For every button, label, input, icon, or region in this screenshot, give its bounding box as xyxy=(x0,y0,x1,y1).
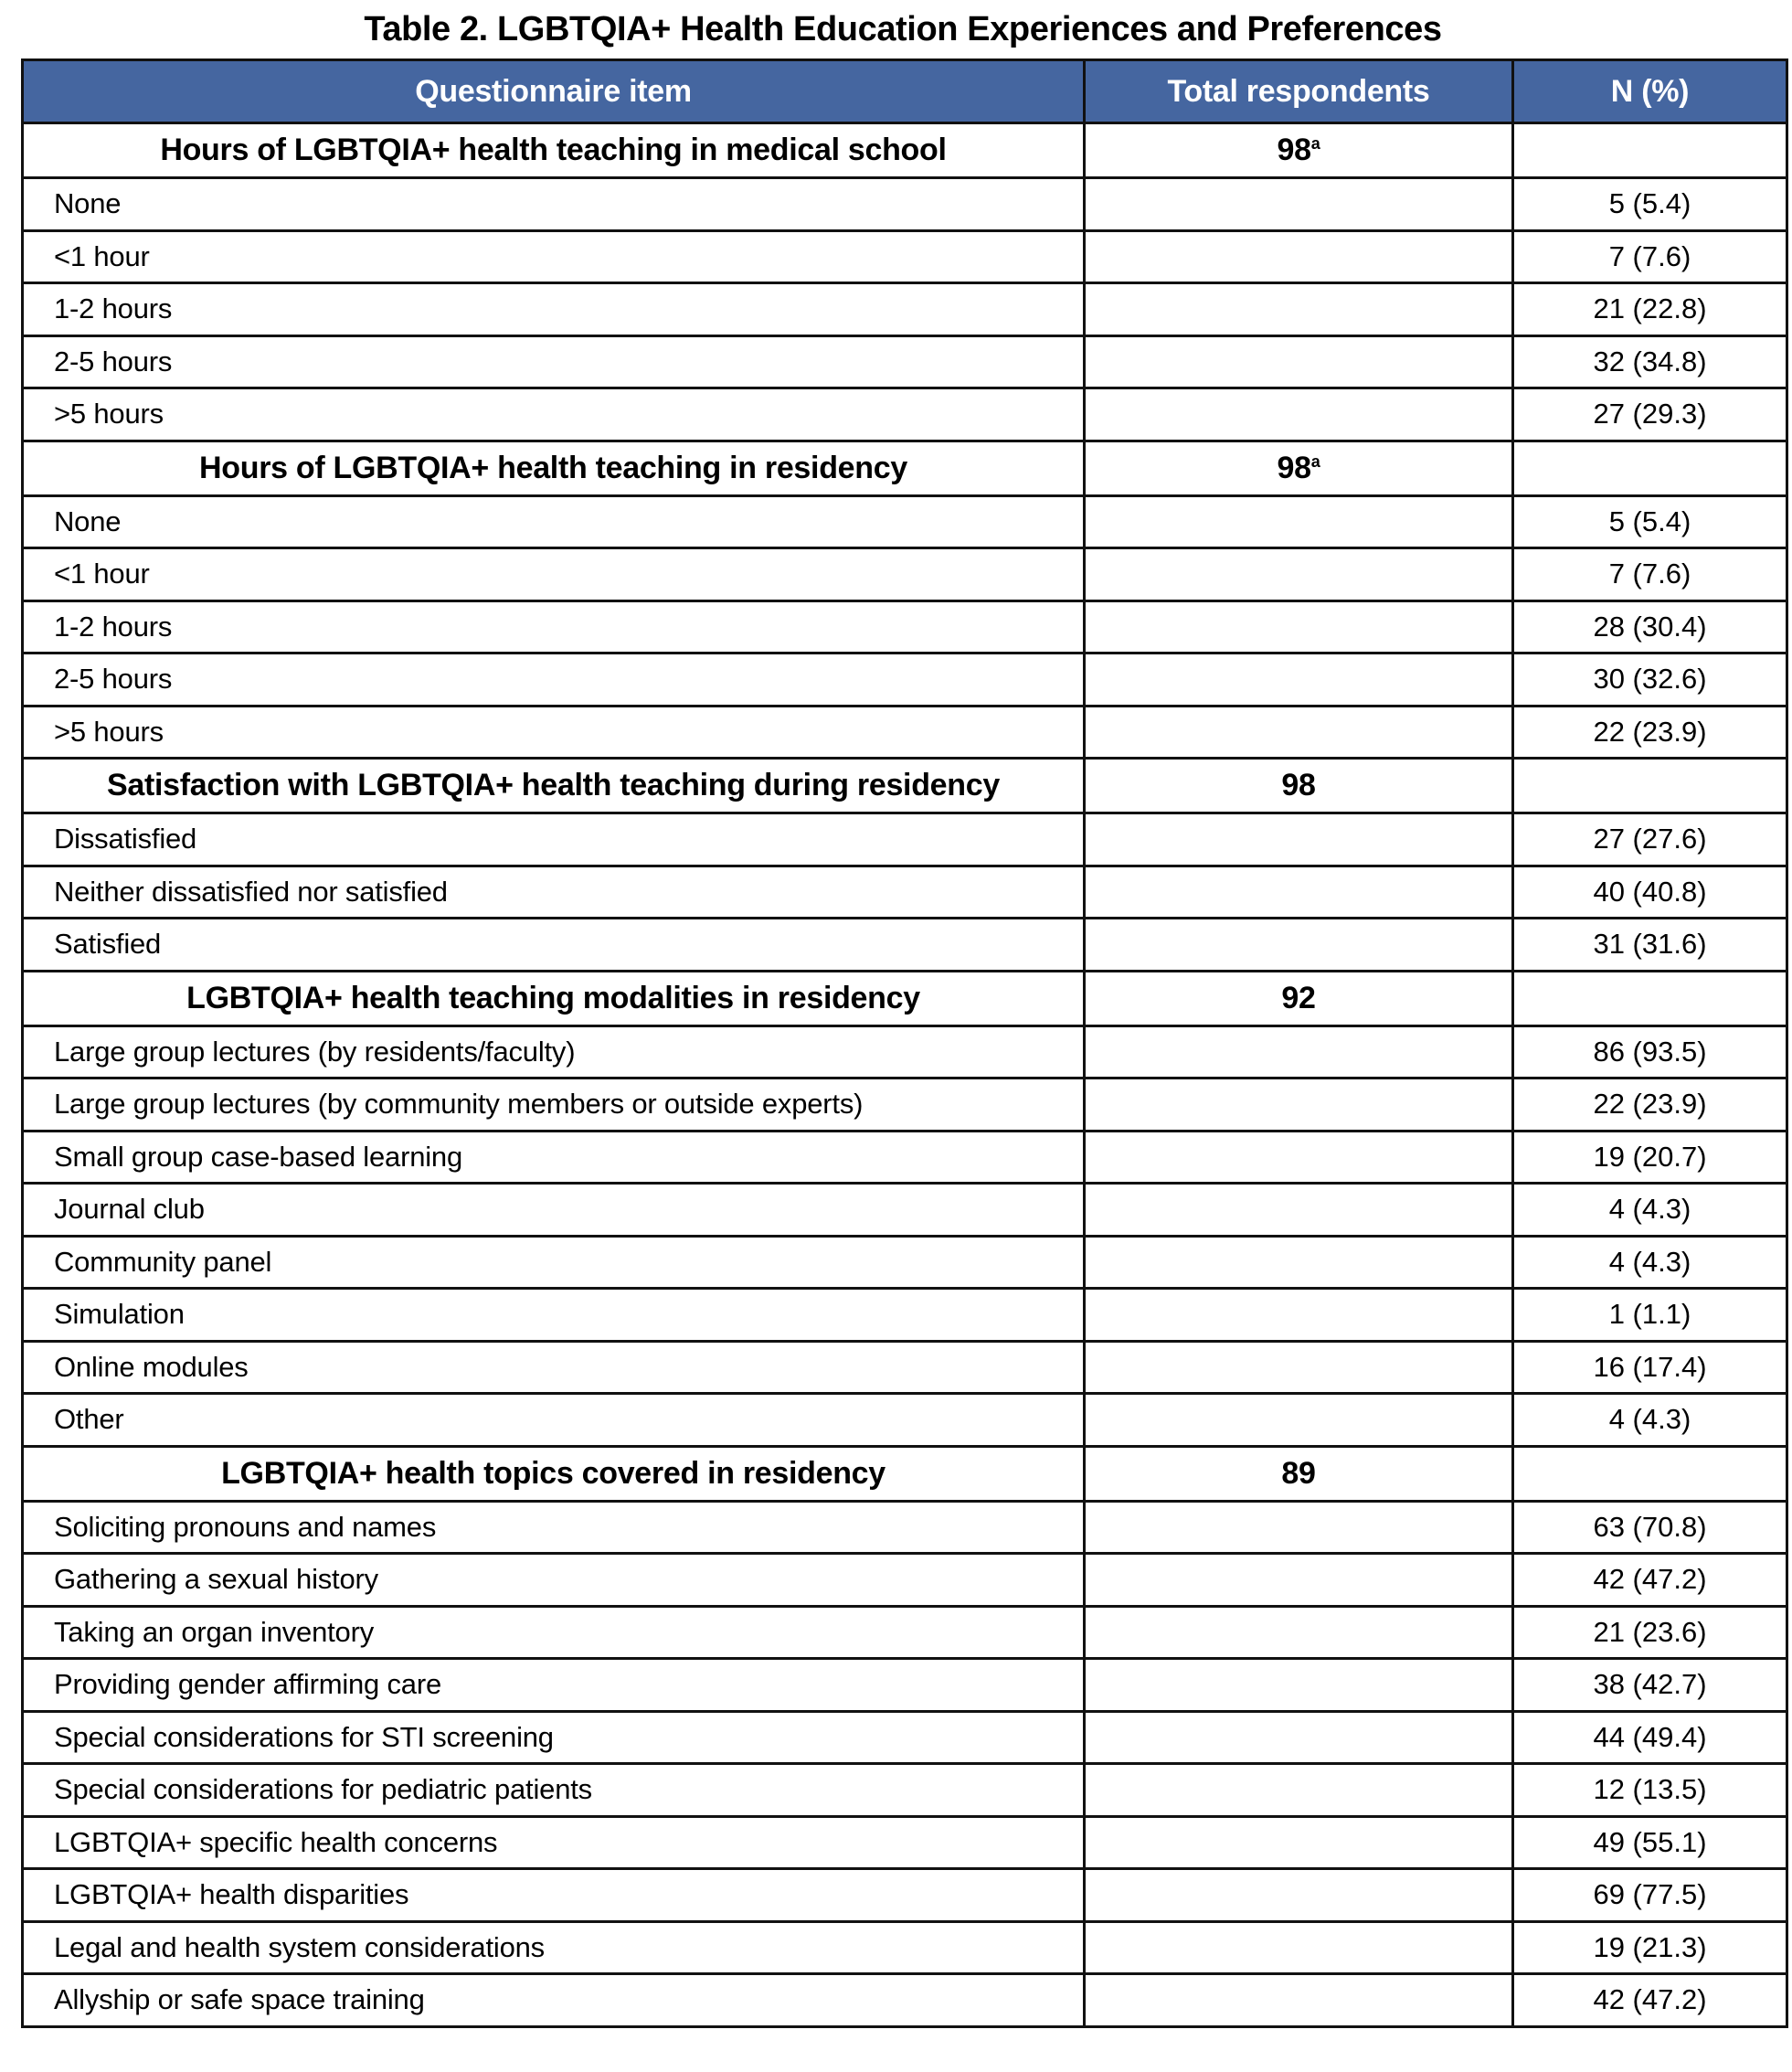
row-empty-cell xyxy=(1085,1289,1513,1342)
row-label: Dissatisfied xyxy=(23,813,1085,866)
row-empty-cell xyxy=(1085,178,1513,231)
footnote-marker: a xyxy=(1310,452,1320,471)
section-title: Satisfaction with LGBTQIA+ health teaching during residency xyxy=(23,759,1085,813)
row-label: Other xyxy=(23,1394,1085,1447)
row-empty-cell xyxy=(1085,919,1513,972)
section-empty-cell xyxy=(1513,123,1787,178)
row-empty-cell xyxy=(1085,1501,1513,1554)
table-row xyxy=(23,1921,1787,1974)
row-label: None xyxy=(23,495,1085,548)
row-value: 21 (23.6) xyxy=(1513,1606,1787,1659)
section-title: LGBTQIA+ health topics covered in residency xyxy=(23,1446,1085,1501)
row-value: 5 (5.4) xyxy=(1513,495,1787,548)
row-value: 19 (21.3) xyxy=(1513,1921,1787,1974)
section-total-value: 92 xyxy=(1281,980,1316,1015)
row-empty-cell xyxy=(1085,1131,1513,1184)
section-empty-cell xyxy=(1513,1446,1787,1501)
row-value: 28 (30.4) xyxy=(1513,600,1787,653)
row-value: 31 (31.6) xyxy=(1513,919,1787,972)
row-label: Special considerations for pediatric patients xyxy=(23,1764,1085,1817)
row-label: None xyxy=(23,178,1085,231)
section-title: Hours of LGBTQIA+ health teaching in medical school xyxy=(23,123,1085,178)
row-empty-cell xyxy=(1085,283,1513,336)
row-label: 2-5 hours xyxy=(23,653,1085,707)
row-label: Allyship or safe space training xyxy=(23,1974,1085,2027)
section-empty-cell xyxy=(1513,759,1787,813)
table-body xyxy=(23,123,1787,2027)
header-n-percent: N (%) xyxy=(1513,60,1787,123)
row-value: 27 (29.3) xyxy=(1513,388,1787,441)
row-empty-cell xyxy=(1085,1079,1513,1132)
table-row xyxy=(23,1501,1787,1554)
row-value: 86 (93.5) xyxy=(1513,1025,1787,1079)
row-empty-cell xyxy=(1085,1184,1513,1237)
row-value: 27 (27.6) xyxy=(1513,813,1787,866)
row-empty-cell xyxy=(1085,1816,1513,1869)
section-total xyxy=(1085,1446,1513,1501)
row-label: Community panel xyxy=(23,1236,1085,1289)
row-value: 7 (7.6) xyxy=(1513,230,1787,283)
row-label: Large group lectures (by residents/faculty) xyxy=(23,1025,1085,1079)
row-label: Legal and health system considerations xyxy=(23,1921,1085,1974)
table-row xyxy=(23,706,1787,759)
row-label: 2-5 hours xyxy=(23,335,1085,388)
table-row xyxy=(23,813,1787,866)
row-empty-cell xyxy=(1085,548,1513,601)
table-row xyxy=(23,1025,1787,1079)
row-empty-cell xyxy=(1085,1236,1513,1289)
row-label: >5 hours xyxy=(23,706,1085,759)
table-row xyxy=(23,1289,1787,1342)
row-value: 4 (4.3) xyxy=(1513,1236,1787,1289)
table-row xyxy=(23,230,1787,283)
row-label: Journal club xyxy=(23,1184,1085,1237)
header-total-respondents: Total respondents xyxy=(1085,60,1513,123)
row-value: 22 (23.9) xyxy=(1513,706,1787,759)
row-label: LGBTQIA+ specific health concerns xyxy=(23,1816,1085,1869)
row-value: 4 (4.3) xyxy=(1513,1394,1787,1447)
footnote-marker: a xyxy=(1310,134,1320,153)
section-title: LGBTQIA+ health teaching modalities in residency xyxy=(23,971,1085,1025)
section-total-value: 98 xyxy=(1277,133,1311,167)
row-label: <1 hour xyxy=(23,548,1085,601)
row-value: 19 (20.7) xyxy=(1513,1131,1787,1184)
table-row xyxy=(23,1079,1787,1132)
table-row xyxy=(23,178,1787,231)
table-row xyxy=(23,1236,1787,1289)
row-value: 42 (47.2) xyxy=(1513,1554,1787,1607)
table-row xyxy=(23,1711,1787,1764)
header-questionnaire-item: Questionnaire item xyxy=(23,60,1085,123)
row-empty-cell xyxy=(1085,1394,1513,1447)
section-empty-cell xyxy=(1513,971,1787,1025)
table-row xyxy=(23,1974,1787,2027)
table-row xyxy=(23,866,1787,919)
table-title: Table 2. LGBTQIA+ Health Education Experiences and Preferences xyxy=(364,10,1442,48)
table-row xyxy=(23,919,1787,972)
row-label: <1 hour xyxy=(23,230,1085,283)
table-row xyxy=(23,548,1787,601)
table-row xyxy=(23,1764,1787,1817)
section-total-value: 98 xyxy=(1277,450,1311,485)
row-label: Gathering a sexual history xyxy=(23,1554,1085,1607)
row-value: 7 (7.6) xyxy=(1513,548,1787,601)
table-row xyxy=(23,1816,1787,1869)
table-row xyxy=(23,1606,1787,1659)
data-table xyxy=(21,58,1788,2028)
table-row xyxy=(23,600,1787,653)
row-label: Simulation xyxy=(23,1289,1085,1342)
row-value: 1 (1.1) xyxy=(1513,1289,1787,1342)
section-total-value: 89 xyxy=(1281,1455,1316,1491)
row-value: 49 (55.1) xyxy=(1513,1816,1787,1869)
row-empty-cell xyxy=(1085,1606,1513,1659)
row-empty-cell xyxy=(1085,1711,1513,1764)
row-empty-cell xyxy=(1085,1974,1513,2027)
row-empty-cell xyxy=(1085,813,1513,866)
row-label: Neither dissatisfied nor satisfied xyxy=(23,866,1085,919)
row-empty-cell xyxy=(1085,653,1513,707)
table-row xyxy=(23,388,1787,441)
row-value: 30 (32.6) xyxy=(1513,653,1787,707)
row-value: 69 (77.5) xyxy=(1513,1869,1787,1922)
row-empty-cell xyxy=(1085,866,1513,919)
row-empty-cell xyxy=(1085,706,1513,759)
row-value: 22 (23.9) xyxy=(1513,1079,1787,1132)
section-total xyxy=(1085,441,1513,495)
section-row xyxy=(23,441,1787,495)
table-row xyxy=(23,1341,1787,1394)
row-empty-cell xyxy=(1085,230,1513,283)
row-label: Large group lectures (by community members or outside experts) xyxy=(23,1079,1085,1132)
section-title: Hours of LGBTQIA+ health teaching in residency xyxy=(23,441,1085,495)
row-value: 4 (4.3) xyxy=(1513,1184,1787,1237)
row-empty-cell xyxy=(1085,1025,1513,1079)
section-total xyxy=(1085,123,1513,178)
row-value: 12 (13.5) xyxy=(1513,1764,1787,1817)
table-row xyxy=(23,1394,1787,1447)
row-value: 42 (47.2) xyxy=(1513,1974,1787,2027)
row-empty-cell xyxy=(1085,600,1513,653)
row-value: 40 (40.8) xyxy=(1513,866,1787,919)
table-row xyxy=(23,335,1787,388)
row-empty-cell xyxy=(1085,1921,1513,1974)
row-label: Providing gender affirming care xyxy=(23,1659,1085,1712)
table-row xyxy=(23,1184,1787,1237)
row-empty-cell xyxy=(1085,495,1513,548)
row-label: 1-2 hours xyxy=(23,600,1085,653)
section-total xyxy=(1085,971,1513,1025)
row-label: >5 hours xyxy=(23,388,1085,441)
section-empty-cell xyxy=(1513,441,1787,495)
row-empty-cell xyxy=(1085,1764,1513,1817)
row-empty-cell xyxy=(1085,1341,1513,1394)
row-value: 32 (34.8) xyxy=(1513,335,1787,388)
section-row xyxy=(23,971,1787,1025)
table-row xyxy=(23,283,1787,336)
table-row xyxy=(23,1869,1787,1922)
section-row xyxy=(23,1446,1787,1501)
row-label: Taking an organ inventory xyxy=(23,1606,1085,1659)
row-empty-cell xyxy=(1085,1869,1513,1922)
row-value: 21 (22.8) xyxy=(1513,283,1787,336)
row-empty-cell xyxy=(1085,1659,1513,1712)
row-value: 38 (42.7) xyxy=(1513,1659,1787,1712)
row-label: LGBTQIA+ health disparities xyxy=(23,1869,1085,1922)
row-label: Small group case-based learning xyxy=(23,1131,1085,1184)
section-row xyxy=(23,759,1787,813)
table-row xyxy=(23,495,1787,548)
table-row xyxy=(23,1659,1787,1712)
row-value: 5 (5.4) xyxy=(1513,178,1787,231)
row-label: 1-2 hours xyxy=(23,283,1085,336)
row-label: Satisfied xyxy=(23,919,1085,972)
table-row xyxy=(23,653,1787,707)
header-row xyxy=(23,60,1787,123)
table-row xyxy=(23,1554,1787,1607)
row-label: Special considerations for STI screening xyxy=(23,1711,1085,1764)
row-value: 44 (49.4) xyxy=(1513,1711,1787,1764)
row-value: 16 (17.4) xyxy=(1513,1341,1787,1394)
row-empty-cell xyxy=(1085,335,1513,388)
section-row xyxy=(23,123,1787,178)
table-row xyxy=(23,1131,1787,1184)
row-label: Online modules xyxy=(23,1341,1085,1394)
section-total-value: 98 xyxy=(1281,768,1316,802)
row-value: 63 (70.8) xyxy=(1513,1501,1787,1554)
row-label: Soliciting pronouns and names xyxy=(23,1501,1085,1554)
row-empty-cell xyxy=(1085,388,1513,441)
section-total xyxy=(1085,759,1513,813)
row-empty-cell xyxy=(1085,1554,1513,1607)
